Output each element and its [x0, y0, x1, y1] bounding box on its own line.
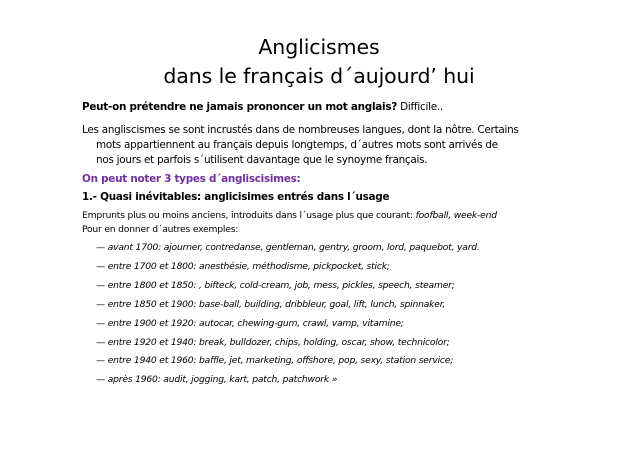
period-list [82, 239, 622, 390]
paragraph-line-3: nos jours et parfois s´utilisent davantage que le synoyme français. [96, 154, 428, 166]
period-item: — entre 1800 et 1850: , bifteck, cold-cream, job, mess, pickles, speech, steamer; [96, 279, 455, 291]
slide-title [0, 33, 638, 91]
section-1-heading: 1.- Quasi inévitables: anglicisimes entrés dans l´usage [82, 191, 390, 203]
intro-line [82, 100, 622, 115]
slide-body [82, 100, 622, 390]
period-item: — après 1960: audit, jogging, kart, patch, patchwork » [96, 374, 338, 386]
period-item: — entre 1900 et 1920: autocar, chewing-gum, crawl, vamp, vitamine; [96, 317, 404, 329]
period-item: — entre 1940 et 1960: baffle, jet, marketing, offshore, pop, sexy, station service; [96, 355, 454, 367]
title-line-1: Anglicismes [258, 35, 380, 59]
title-line-2: dans le français d´aujourd’ hui [163, 64, 475, 88]
period-item: — entre 1850 et 1900: base-ball, building, dribbleur, goal, lift, lunch, spinnaker, [96, 298, 446, 310]
types-note: On peut noter 3 types d´angliscisimes: [82, 173, 301, 185]
intro-question: Peut-on prétendre ne jamais prononcer un mot anglais? [82, 101, 398, 113]
period-item: — entre 1700 et 1800: anesthésie, méthodisme, pickpocket, stick; [96, 260, 390, 272]
intro-answer: Difficile.. [400, 101, 443, 113]
loans-text: Emprunts plus ou moins anciens, introduits dans l´usage plus que courant: [82, 210, 413, 221]
more-examples-line: Pour en donner d´autres exemples: [82, 224, 239, 235]
period-item: — entre 1920 et 1940: break, bulldozer, chips, holding, oscar, show, technicolor; [96, 336, 450, 348]
paragraph-line-2: mots appartiennent au français depuis longtemps, d´autres mots sont arrivés de [96, 139, 498, 151]
loans-examples: foofball, week-end [415, 210, 497, 221]
loans-line [82, 209, 622, 223]
period-item: — avant 1700: ajourner, contredanse, gentleman, gentry, groom, lord, paquebot, yard. [96, 242, 480, 253]
paragraph-line-1: Les angliscismes se sont incrustés dans de nombreuses langues, dont la nôtre. Certains [82, 124, 519, 136]
intro-paragraph [82, 123, 622, 168]
